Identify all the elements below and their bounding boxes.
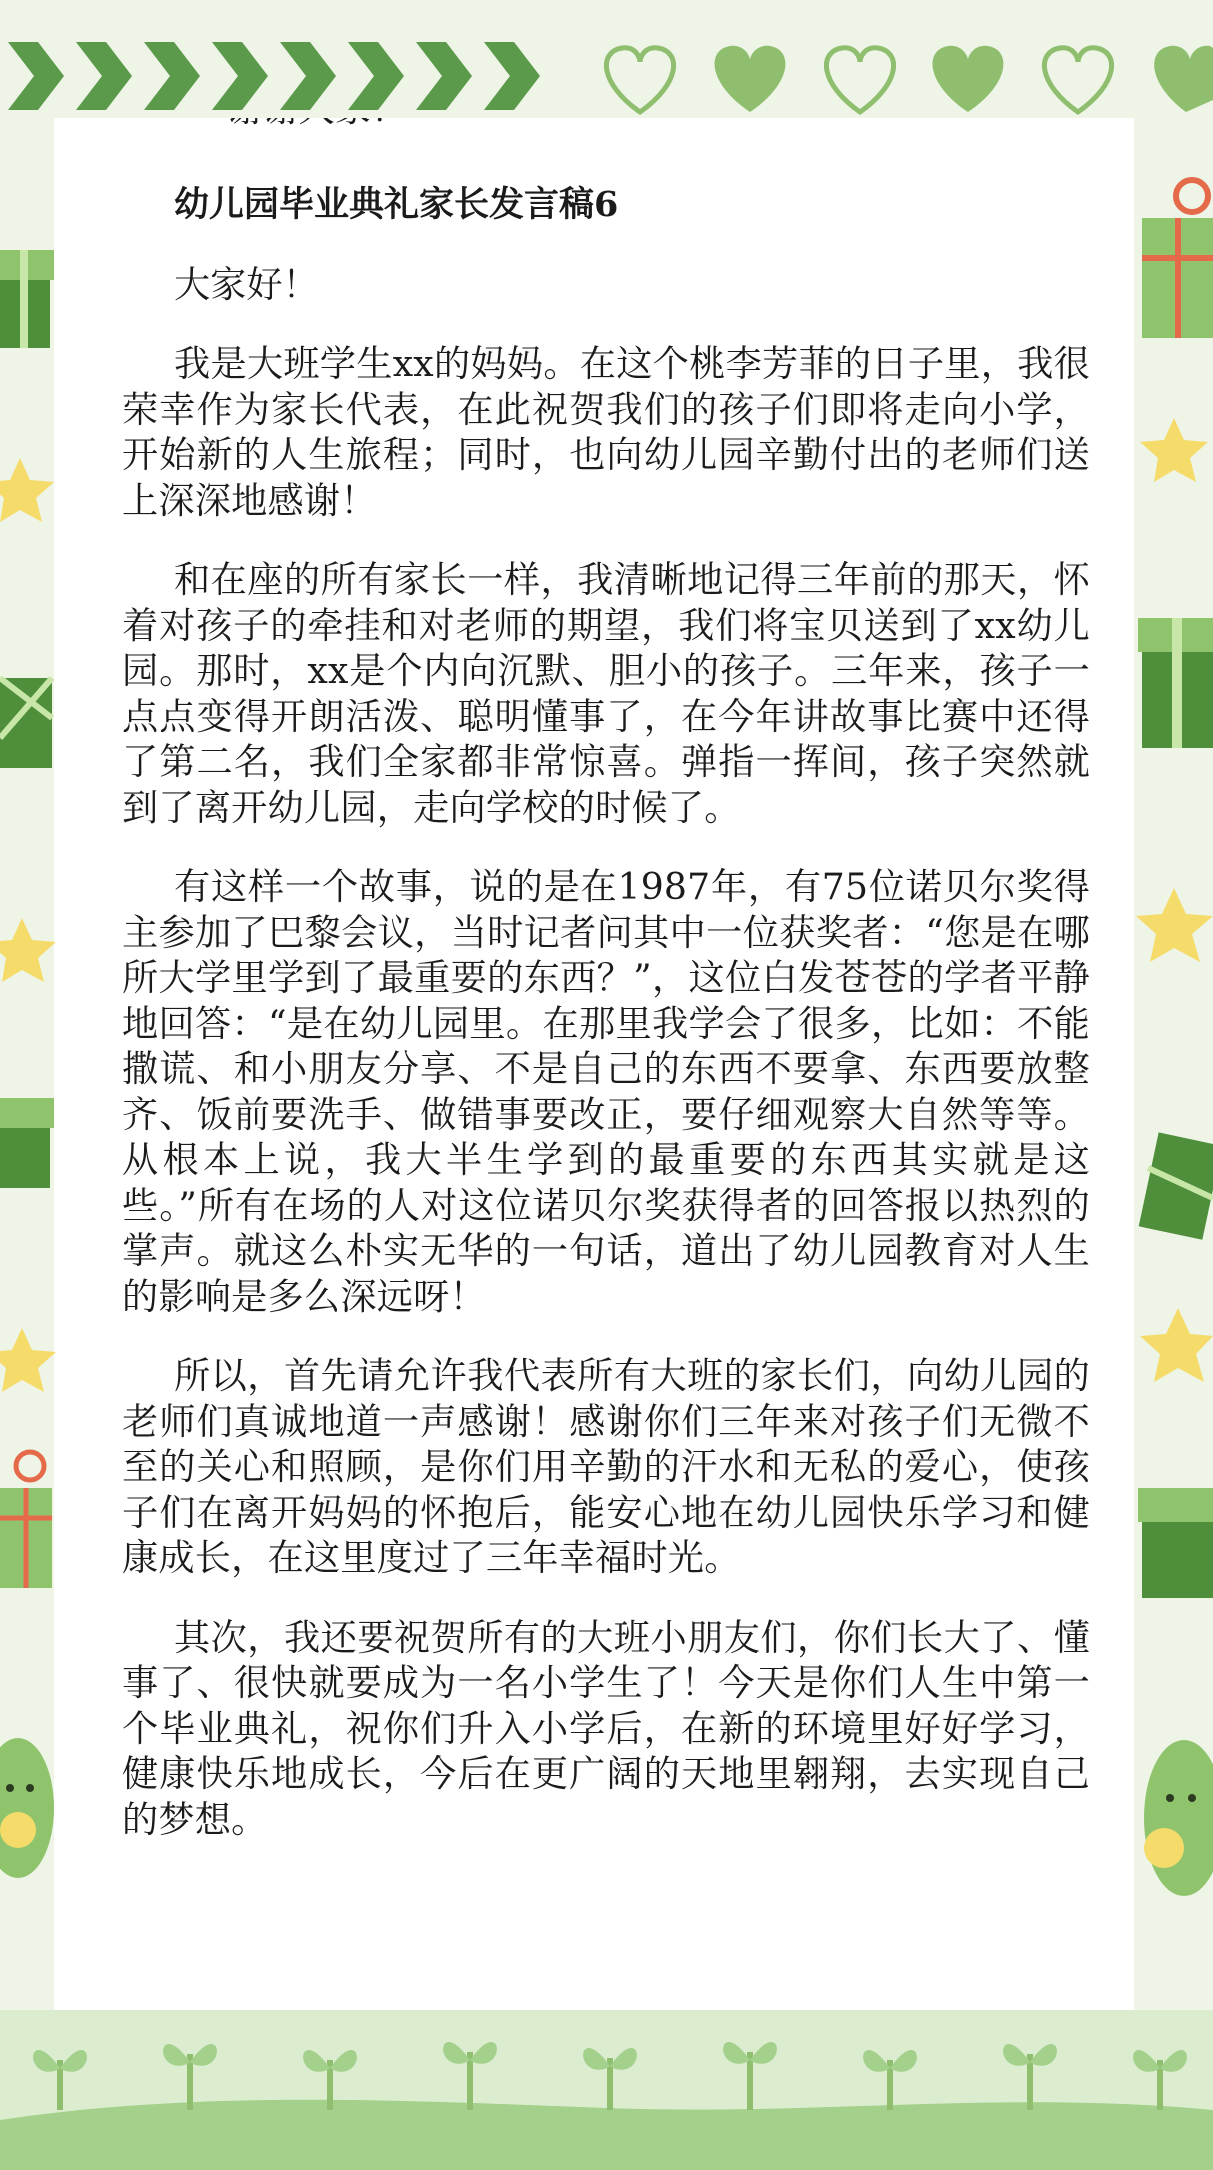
gift-box-icon (1138, 618, 1213, 748)
left-decoration (0, 118, 60, 2018)
document-body (122, 102, 1090, 1842)
gift-box-icon (1138, 1488, 1213, 1598)
paragraph: 有这样一个故事，说的是在1987年，有75位诺贝尔奖得主参加了巴黎会议，当时记者问其中一位获奖者：“您是在哪所大学里学到了最重要的东西？”，这位白发苍苍的学者平静地回答：“是在幼儿园里。在那里我学会了很多，比如：不能撒谎、和小朋友分享、不是自己的东西不要拿、东西要放整齐、饭前要洗手、做错事要改正，要仔细观察大自然等等。从根本上说，我大半生学到的最重要的东西其实就是这些。”所有在场的人对这位诺贝尔奖获得者的回答报以热烈的掌声。就这么朴实无华的一句话，道出了幼儿园教育对人生的影响是多么深远呀！ (122, 865, 1090, 1318)
right-decoration (1134, 118, 1213, 2018)
bottom-decoration (0, 1990, 1213, 2170)
document-title: 幼儿园毕业典礼家长发言稿6 (174, 184, 619, 225)
greeting: 大家好！ (174, 262, 319, 306)
gift-box-icon (0, 1098, 54, 1188)
paragraph: 和在座的所有家长一样，我清晰地记得三年前的那天，怀着对孩子的牵挂和对老师的期望，我们将宝贝送到了xx幼儿园。那时，xx是个内向沉默、胆小的孩子。三年来，孩子一点点变得开朗活泼、聪明懂事了，在今年讲故事比赛中还得了第二名，我们全家都非常惊喜。弹指一挥间，孩子突然就到了离开幼儿园，走向学校的时候了。 (122, 558, 1090, 829)
paragraph: 其次，我还要祝贺所有的大班小朋友们，你们长大了、懂事了、很快就要成为一名小学生了！今天是你们人生中第一个毕业典礼，祝你们升入小学后，在新的环境里好好学习，健康快乐地成长，今后在更广阔的天地里翱翔，去实现自己的梦想。 (122, 1615, 1090, 1841)
paragraph: 我是大班学生xx的妈妈。在这个桃李芳菲的日子里，我很荣幸作为家长代表，在此祝贺我们的孩子们即将走向小学，开始新的人生旅程；同时，也向幼儿园辛勤付出的老师们送上深深地感谢！ (122, 342, 1090, 522)
paragraph: 所以，首先请允许我代表所有大班的家长们，向幼儿园的老师们真诚地道一声感谢！感谢你们三年来对孩子们无微不至的关心和照顾，是你们用辛勤的汗水和无私的爱心，使孩子们在离开妈妈的怀抱后，能安心地在幼儿园快乐学习和健康成长，在这里度过了三年幸福时光。 (122, 1354, 1090, 1579)
top-decoration (0, 0, 1213, 122)
gift-box-icon (0, 250, 54, 348)
gift-box-icon (0, 678, 52, 768)
